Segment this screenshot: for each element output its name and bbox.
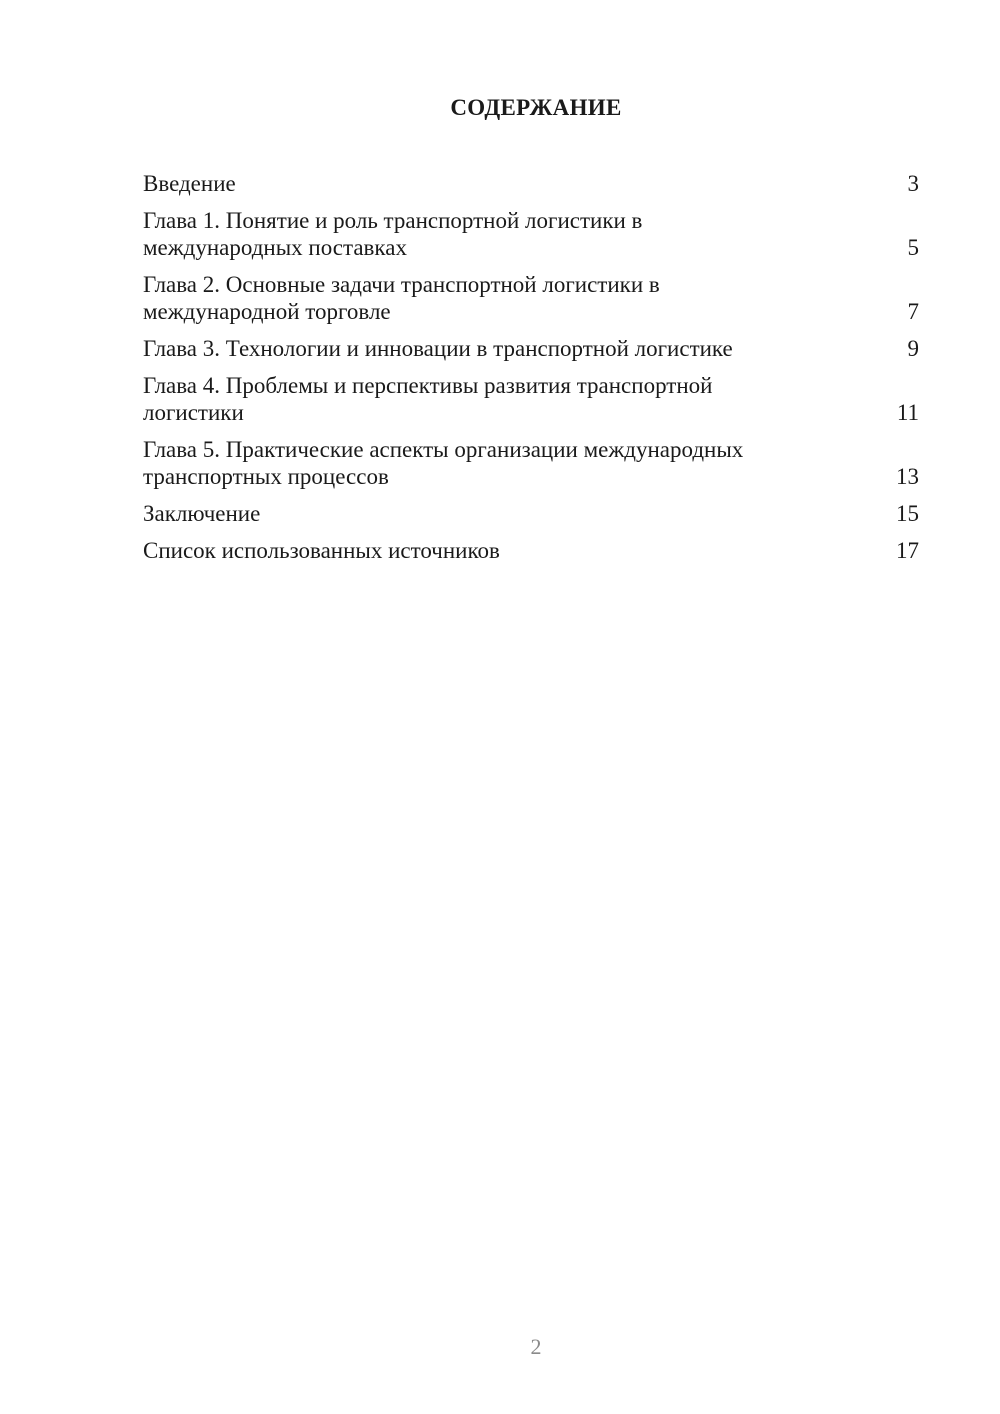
toc-entry-title (143, 335, 733, 362)
toc-entry-chapter-2 (143, 271, 919, 325)
toc-entry-page: 5 (907, 235, 919, 260)
toc-entry-line: транспортных процессов (143, 464, 389, 489)
toc-entry-title (143, 207, 642, 261)
toc-entry-line: Глава 2. Основные задачи транспортной логистики в (143, 272, 660, 297)
toc-entry-title (143, 436, 743, 490)
toc-entry-page: 11 (896, 400, 919, 425)
toc-entry-line: Список использованных источников (143, 538, 500, 563)
toc-entry-line: Глава 3. Технологии и инновации в транспортной логистике (143, 336, 733, 361)
toc-entry-line: Глава 4. Проблемы и перспективы развития транспортной (143, 373, 713, 398)
toc-entry-chapter-3 (143, 335, 919, 362)
toc-entry-page: 17 (896, 538, 919, 563)
toc-entry-title (143, 372, 712, 426)
page-number: 2 (530, 1334, 542, 1359)
toc-entry-chapter-4 (143, 372, 919, 426)
toc-title: СОДЕРЖАНИЕ (450, 95, 622, 120)
toc-entry-title (143, 537, 500, 564)
toc-entry-page: 9 (907, 336, 919, 361)
toc-entry-page: 13 (896, 464, 919, 489)
toc-entry-line: Заключение (143, 501, 261, 526)
toc-entry-title (143, 170, 236, 197)
toc-entry-line: международных поставках (143, 235, 407, 260)
toc-entry-line: Введение (143, 171, 236, 196)
toc-entry-introduction (143, 170, 919, 197)
toc-entry-line: Глава 5. Практические аспекты организации международных (143, 437, 744, 462)
toc-entry-line: международной торговле (143, 299, 391, 324)
toc-entry-chapter-1 (143, 207, 919, 261)
toc-entry-line: Глава 1. Понятие и роль транспортной логистики в (143, 208, 643, 233)
toc-entry-line: логистики (143, 400, 244, 425)
toc-entry-chapter-5 (143, 436, 919, 490)
toc-entry-page: 7 (907, 299, 919, 324)
toc-entry-title (143, 500, 260, 527)
toc-entry-conclusion (143, 500, 919, 527)
toc-entry-page: 3 (907, 171, 919, 196)
table-of-contents (143, 170, 919, 574)
toc-entry-page: 15 (896, 501, 919, 526)
toc-entry-title (143, 271, 660, 325)
toc-entry-references (143, 537, 919, 564)
